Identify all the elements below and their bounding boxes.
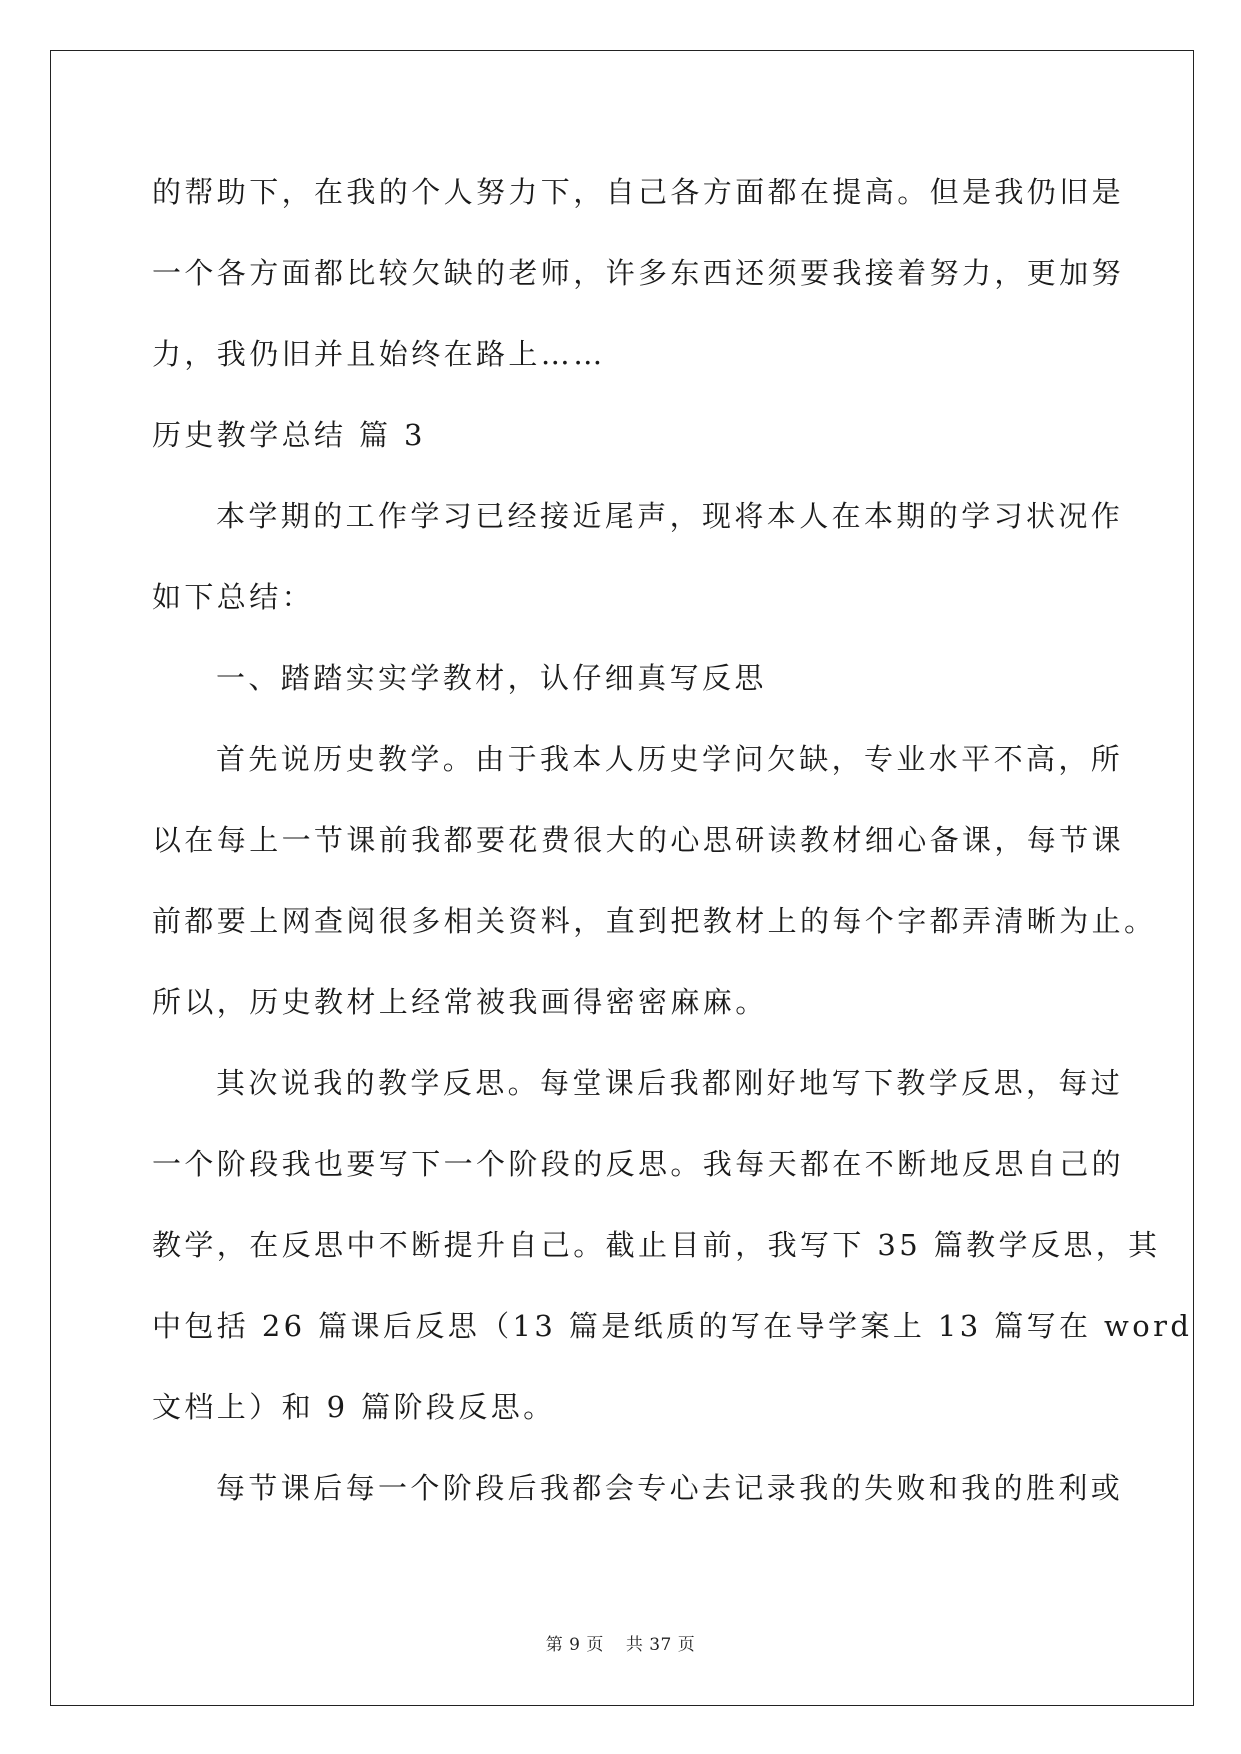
document-body xyxy=(152,164,1193,1541)
text-line: 首先说历史教学。由于我本人历史学问欠缺，专业水平不高，所 xyxy=(216,742,1124,776)
text-line: 的帮助下，在我的个人努力下，自己各方面都在提高。但是我仍旧是 xyxy=(152,175,1125,209)
text-line: 前都要上网查阅很多相关资料，直到把教材上的每个字都弄清晰为止。 xyxy=(152,904,1157,938)
page-total: 共 37 页 xyxy=(625,1635,696,1655)
text-line: 如下总结： xyxy=(152,580,315,614)
text-line: 一个阶段我也要写下一个阶段的反思。我每天都在不断地反思自己的 xyxy=(152,1147,1125,1181)
text-line: 以在每上一节课前我都要花费很大的心思研读教材细心备课，每节课 xyxy=(152,823,1125,857)
text-line: 其次说我的教学反思。每堂课后我都刚好地写下教学反思，每过 xyxy=(216,1066,1124,1100)
section-heading: 历史教学总结 篇 3 xyxy=(152,418,426,452)
text-line: 本学期的工作学习已经接近尾声，现将本人在本期的学习状况作 xyxy=(216,499,1124,533)
page-number: 第 9 页 xyxy=(545,1635,604,1655)
subheading-line: 一、踏踏实实学教材，认仔细真写反思 xyxy=(216,661,767,695)
text-line: 力，我仍旧并且始终在路上…… xyxy=(152,337,606,371)
text-line: 中包括 26 篇课后反思（13 篇是纸质的写在导学案上 13 篇写在 word xyxy=(152,1309,1193,1343)
text-line: 所以，历史教材上经常被我画得密密麻麻。 xyxy=(152,985,768,1019)
text-line: 文档上）和 9 篇阶段反思。 xyxy=(152,1390,556,1424)
text-line: 一个各方面都比较欠缺的老师，许多东西还须要我接着努力，更加努 xyxy=(152,256,1125,290)
text-line: 教学，在反思中不断提升自己。截止目前，我写下 35 篇教学反思，其 xyxy=(152,1228,1161,1262)
text-line: 每节课后每一个阶段后我都会专心去记录我的失败和我的胜利或 xyxy=(216,1471,1124,1505)
page-footer xyxy=(0,1630,1241,1655)
